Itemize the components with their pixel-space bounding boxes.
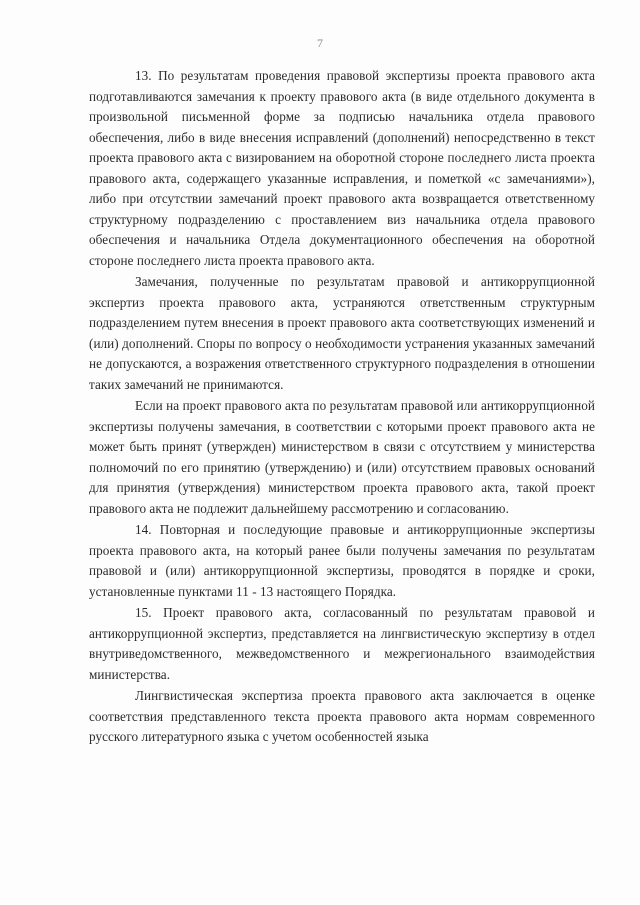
paragraph-linguistic: Лингвистическая экспертиза проекта правового акта заключается в оценке соответствия представленного текста проекта правового акта нормам современного русского литературного языка с учетом особенностей языка (89, 688, 595, 744)
paragraph-rejection: Если на проект правового акта по результатам правовой или антикоррупционной экспертизы получены замечания, в соответствии с которыми проект правового акта не может быть принят (утвержден) министерством в связи с отсутствием у министерства полномочий по его принятию (утверждению) и (или) отсутствием правовых оснований для принятия (утверждения) министерством проекта правового акта, такой проект правового акта не подлежит дальнейшему рассмотрению и согласованию. (89, 398, 595, 516)
paragraph-15: 15. Проект правового акта, согласованный по результатам правовой и антикоррупционной экспертиз, представляется на лингвистическую экспертизу в отдел внутриведомственного, межведомственного и межрегионального взаимодействия министерства. (89, 605, 595, 682)
document-body (89, 66, 595, 748)
paragraph-14: 14. Повторная и последующие правовые и антикоррупционные экспертизы проекта правового акта, на который ранее были получены замечания по результатам правовой и (или) антикоррупционной экспертизы, проводятся в порядке и сроки, установленные пунктами 11 - 13 настоящего Порядка. (89, 522, 595, 599)
paragraph-13: 13. По результатам проведения правовой экспертизы проекта правового акта подготавливаются замечания к проекту правового акта (в виде отдельного документа в произвольной письменной форме за подписью начальника отдела правового обеспечения, либо в виде внесения исправлений (дополнений) непосредственно в текст проекта правового акта с визированием на оборотной стороне последнего листа проекта правового акта, содержащего указанные исправления, и пометкой «с замечаниями»), либо при отсутствии замечаний проект правового акта возвращается ответственному структурному подразделению с проставлением виз начальника отдела правового обеспечения и начальника Отдела документационного обеспечения на оборотной стороне последнего листа проекта правового акта. (89, 68, 595, 268)
page-number: 7 (317, 36, 323, 50)
paragraph-remarks: Замечания, полученные по результатам правовой и антикоррупционной экспертиз проекта правового акта, устраняются ответственным структурным подразделением путем внесения в проект правового акта соответствующих изменений и (или) дополнений. Споры по вопросу о необходимости устранения указанных замечаний не допускаются, а возражения ответственного структурного подразделения в отношении таких замечаний не принимаются. (89, 274, 595, 392)
